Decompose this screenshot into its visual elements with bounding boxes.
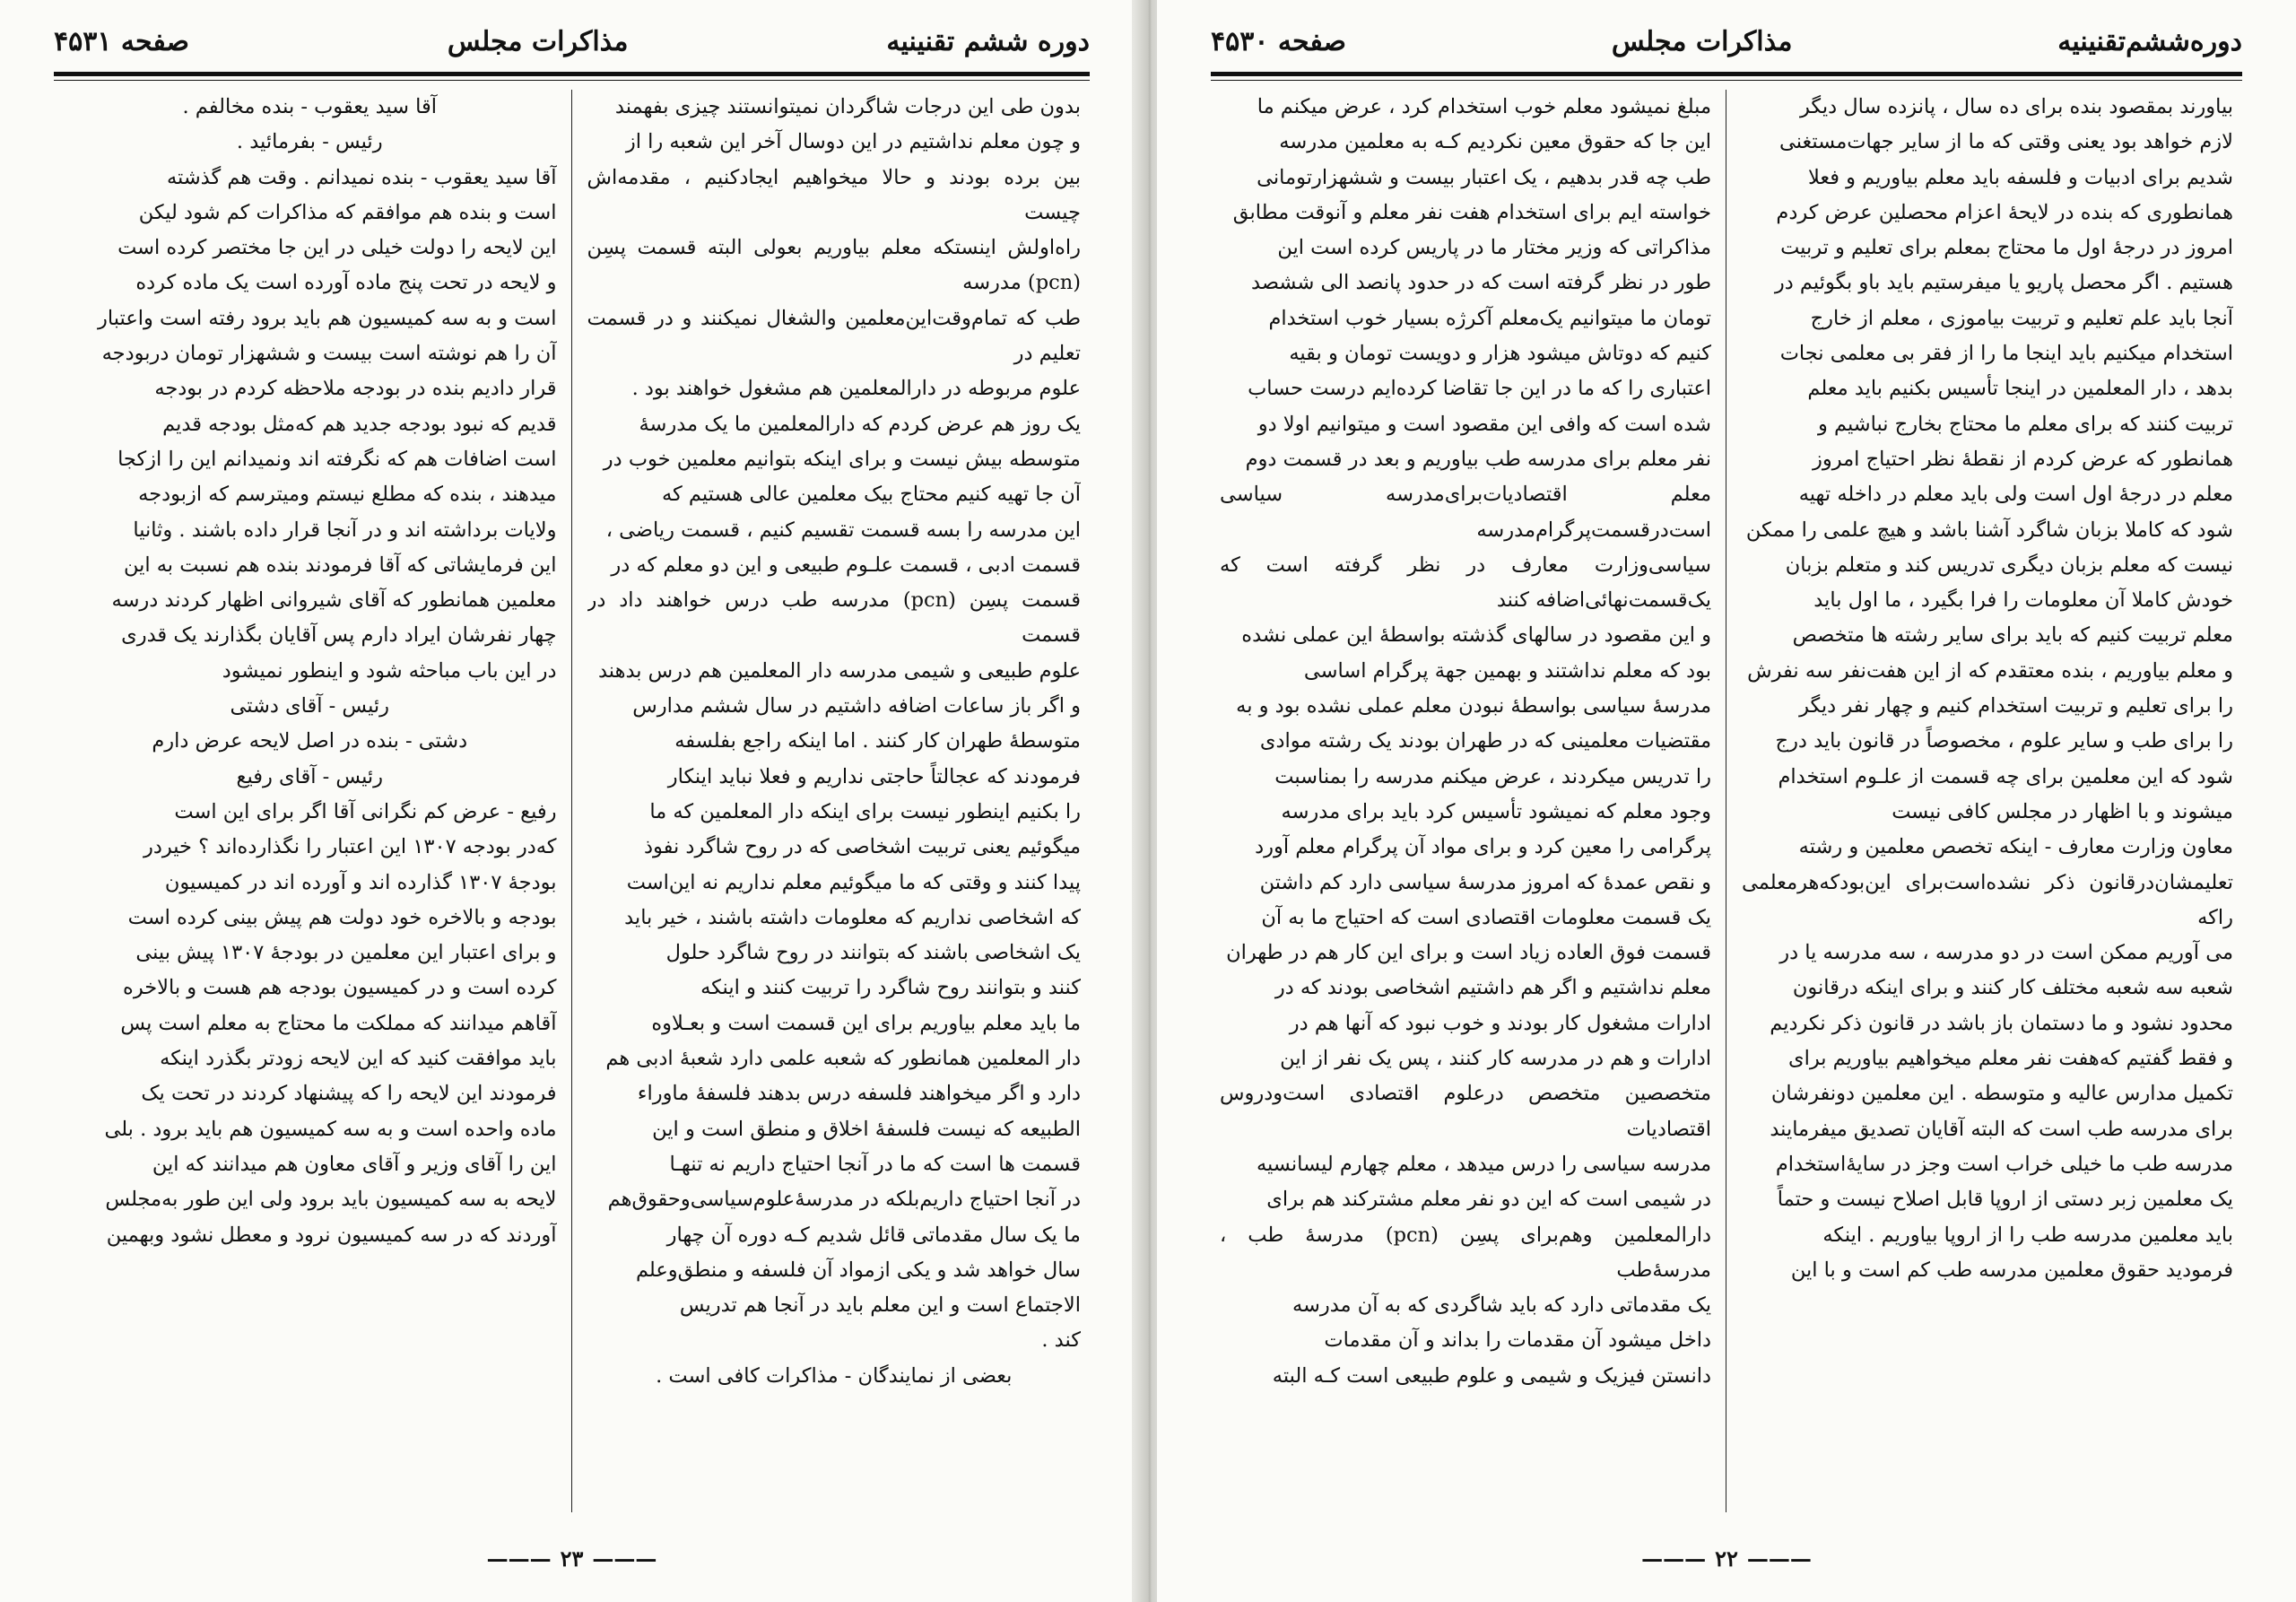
text-line: یک اشخاصی باشند که بتوانند در روح شاگرد حلول — [665, 941, 1081, 965]
text-line: و معلم بیاوریم ، بنده معتقدم که از این هفت‌نفر سه نفرش — [1747, 658, 2233, 683]
text-line: میگوئیم یعنی تربیت اشخاصی که در روح شاگرد نفوذ — [643, 835, 1081, 859]
text-line: بعضی از نمایندگان - مذاکرات کافی است . — [656, 1363, 1013, 1388]
right-page-col-left — [1220, 90, 1711, 1521]
text-line: پرگرامی را معین کرد و برای مواد آن پرگرام معلم آورد — [1255, 835, 1711, 859]
text-line: و این مقصود در سالهای گذشته بواسطهٔ این عملی نشده — [1241, 623, 1711, 648]
left-page — [0, 0, 1144, 1602]
text-line: مقتضیات معلمینی که در طهران بودند یک رشته موادی — [1259, 729, 1711, 753]
text-line: را برای طب و سایر علوم ، مخصوصاً در قانون باید درج — [1775, 729, 2233, 753]
text-line: را بکنیم اینطور نیست برای اینکه دار المعلمین که ما — [649, 799, 1081, 823]
text-line: تعلیمشان‌درقانون ذکر نشده‌است‌برای این‌بود‌که‌هر‌معلمی را‌که — [1742, 870, 2233, 929]
text-line: برای مدرسه طب است که البته آقایان تصدیق میفرمایند — [1770, 1117, 2233, 1141]
text-line: کنند و بتوانند روح شاگرد را تربیت کنند و اینکه — [700, 976, 1081, 1000]
text-line: معلم اقتصادیات‌برای‌مدرسه سیاسی است‌در‌قسمت‌پر‌گرام‌مدرسه — [1220, 483, 1711, 542]
text-line: و چون معلم نداشتیم در این دوسال آخر این شعبه را از — [625, 130, 1081, 154]
text-line: چهار نفرشان ایراد دارم پس آقایان بگذارند یک قدری — [121, 623, 557, 648]
text-line: داخل میشود آن مقدمات را بداند و آن مقدمات — [1324, 1328, 1711, 1353]
text-line: ما یک سال مقدماتی قائل شدیم کـه دوره آن چهار — [666, 1223, 1081, 1247]
text-line: دانستن فیزیک و شیمی و علوم طبیعی است کـه البته — [1272, 1363, 1711, 1388]
text-line: قسمت فوق العاده زیاد است و برای این کار هم در طهران — [1226, 941, 1711, 965]
text-line: قدیم که نبود بودجه جدید هم که‌مثل بودجه قدیم — [162, 412, 557, 436]
text-line: یک مقدماتی دارد که باید شاگردی که به آن مدرسه — [1292, 1293, 1711, 1318]
text-line: وجود معلم که نمیشود تأسیس کرد باید برای مدرسه — [1281, 799, 1711, 823]
text-line: این فرمایشاتی که آقا فرمودند بنده هم نسبت به این — [123, 553, 557, 577]
text-line: باید معلمین مدرسه طب را از اروپا بیاوریم . اینکه — [1822, 1223, 2233, 1247]
text-line: ما باید معلم بیاوریم برای این قسمت است و بعـلاوه — [651, 1011, 1081, 1035]
text-line: تکمیل مدارس عالیه و متوسطه . این معلمین دونفرشان — [1770, 1082, 2233, 1106]
text-line: استخدام میکنیم باید اینجا ما را از فقر بی معلمی نجات — [1779, 342, 2233, 366]
text-line: متوسطه بیش نیست و برای اینکه بتوانیم معلمین خوب در — [603, 447, 1081, 471]
text-line: تومان ما میتوانیم یک‌معلم آکرژه بسیار خوب استخدام — [1268, 306, 1711, 330]
text-line: مبلغ نمیشود معلم خوب استخدام کرد ، عرض میکنم ما — [1257, 95, 1711, 118]
text-line: قسمت ادبی ، قسمت علـوم طبیعی و این دو معلم که در — [611, 553, 1081, 577]
text-line: معلمین همانطور که آقای شیروانی اظهار کردند درسه — [111, 588, 557, 613]
text-line: بدون طی این درجات شاگردان نمیتوانستند چیزی بفهمند — [614, 95, 1081, 118]
text-line: که اشخاصی نداریم که معلومات داشته باشند ، خیر باید — [624, 905, 1081, 929]
text-line: شود که کاملا بزبان شاگرد آشنا باشد و هیچ علمی را ممکن — [1745, 518, 2233, 542]
text-line: آن را هم نوشته است بیست و ششهزار تومان دربودجه — [101, 342, 557, 366]
text-line: محدود نشود و ما دستمان باز باشد در قانون ذکر نکردیم — [1770, 1011, 2233, 1035]
text-line: مدرسه طب ما خیلی خراب است وجز در سایهٔ‌استخدام — [1775, 1152, 2233, 1176]
text-line: می آوریم ممکن است در دو مدرسه ، سه مدرسه یا در — [1779, 941, 2233, 965]
text-line: سیاسی‌وزارت معارف در نظر گرفته است که یک‌قسمت‌نهائی‌اضافه کنند — [1220, 553, 1711, 613]
left-header-rule — [54, 72, 1090, 76]
text-line: بودجهٔ ۱۳۰۷ گذارده اند و آورده اند در کمیسیون — [164, 870, 557, 894]
text-line: قسمت پسِن (pcn) مدرسه طب درس خواهند داد در قسمت — [587, 588, 1081, 648]
text-line: و لایحه در تحت پنج ماده آورده است یک ماده کرده — [135, 271, 557, 295]
right-page-columns — [1220, 90, 2233, 1521]
text-line: را تدریس میکردند ، عرض میکنم مدرسه را بمناسبت — [1274, 764, 1711, 788]
text-line: معاون وزارت معارف - اینکه تخصص معلمین و رشته — [1798, 835, 2233, 859]
text-line: ادارات و هم در مدرسه کار کنند ، پس یک نفر از این — [1280, 1047, 1711, 1071]
text-line: ماده واحده است و به سه کمیسیون هم باید برود . بلی — [104, 1117, 557, 1141]
left-header-volume: دوره ششم تقنینیه — [886, 25, 1090, 57]
right-header-title: مذاکرات مجلس — [1611, 25, 1793, 57]
text-line: لازم خواهد بود یعنی وقتی که ما از سایر جهات‌مستغنی — [1779, 130, 2233, 154]
text-line: آقا سید یعقوب - بنده نمیدانم . وقت هم گذشته — [166, 165, 557, 189]
right-page-number: ——— ۲۲ ——— — [1157, 1545, 2296, 1572]
text-line: طب چه قدر بدهیم ، یک اعتبار بیست و ششهزارتومانی — [1257, 165, 1711, 189]
text-line: شعبه سه شعبه مختلف کار کنند و برای اینکه درقانون — [1792, 976, 2233, 1000]
text-line: دشتی - بنده در اصل لایحه عرض دارم — [152, 729, 468, 753]
text-line: میشوند و با اظهار در مجلس کافی نیست — [1892, 799, 2233, 823]
right-page-col-right — [1742, 90, 2233, 1521]
text-line: کنیم که دوتاش میشود هزار و دویست تومان و بقیه — [1289, 342, 1711, 366]
text-line: قرار دادیم بنده در بودجه ملاحظه کردم در بودجه — [154, 377, 557, 401]
text-line: ولایات برداشته اند و در آنجا قرار داده باشند . وثانیا — [133, 518, 557, 542]
text-line: آقا سید یعقوب - بنده مخالفم . — [182, 95, 438, 118]
text-line: طب که تمام‌وقت‌این‌معلمین والشغال نمیکنند و در قسمت تعلیم در — [587, 306, 1081, 366]
text-line: بیاورند بمقصود بنده برای ده سال ، پانزده سال دیگر — [1800, 95, 2233, 118]
text-line: را برای تعلیم و تربیت استخدام کنیم و چهار نفر دیگر — [1799, 694, 2233, 718]
text-line: و نقص عمدهٔ که امروز مدرسهٔ سیاسی دارد کم داشتن — [1259, 870, 1711, 894]
text-line: معلم تربیت کنیم که باید برای سایر رشته ها متخصص — [1792, 623, 2233, 648]
text-line: الاجتماع است و این معلم باید در آنجا هم تدریس — [679, 1293, 1081, 1318]
text-line: رئیس - بفرمائید . — [236, 130, 383, 154]
text-line: آنجا باید علم تعلیم و تربیت بیاموزی ، معلم از خارج — [1810, 306, 2233, 330]
text-line: شدیم برای ادبیات و فلسفه باید معلم بیاوریم و فعلا — [1807, 165, 2233, 189]
text-line: رفیع - عرض کم نگرانی آقا اگر برای این است — [174, 799, 557, 823]
text-line: شده است که وافی این مقصود است و میتوانیم اولا دو — [1257, 412, 1711, 436]
text-line: بین برده بودند و حالا میخواهیم ایجادکنیم ، مقدمه‌اش چیست — [587, 165, 1081, 224]
left-page-col-left — [63, 90, 557, 1521]
text-line: این را آقای وزیر و آقای معاون هم میدانند که این — [152, 1152, 557, 1176]
text-line: یک معلمین زبر دستی از اروپا قابل اصلاح نیست و حتماً — [1777, 1188, 2233, 1212]
text-line: نفر معلم برای مدرسه طب بیاوریم و بعد در قسمت دوم — [1245, 447, 1711, 471]
text-line: در شیمی است که این دو نفر معلم مشترکند هم برای — [1266, 1188, 1711, 1212]
text-line: معلم نداشتیم و اگر هم داشتیم اشخاصی بودند که در — [1274, 976, 1711, 1000]
text-line: ادارات مشغول کار بودند و خوب نبود که آنها هم در — [1289, 1011, 1711, 1035]
text-line: مدرسهٔ سیاسی بواسطهٔ نبودن معلم عملی نشده بود و به — [1236, 694, 1711, 718]
text-line: هستیم . اگر محصل پاریو یا میفرستیم باید باو بگوئیم در — [1774, 271, 2233, 295]
text-line: است و به سه کمیسیون هم باید برود رفته است واعتبار — [98, 306, 557, 330]
text-line: لایحه به سه کمیسیون باید برود ولی این طور به‌مجلس — [105, 1188, 557, 1212]
text-line: معلم در درجهٔ اول است ولی باید معلم در داخله تهیه — [1798, 483, 2233, 507]
text-line: مدرسه سیاسی را درس میدهد ، معلم چهارم لیسانسیه — [1256, 1152, 1711, 1176]
text-line: رئیس - آقای دشتی — [230, 694, 390, 718]
text-line: متخصصین متخصص درعلوم اقتصادی است‌ودروس اقتصادیات — [1220, 1082, 1711, 1141]
right-header-volume: دوره‌ششم‌تقنینیه — [2057, 25, 2242, 57]
text-line: آن جا تهیه کنیم محتاج بیک معلمین عالی هستیم که — [661, 483, 1081, 507]
text-line: میدهند ، بنده که مطلع نیستم ومیترسم که ازبودجه — [138, 483, 557, 507]
text-line: مذاکراتی که وزیر مختار ما در پاریس کرده است این — [1277, 236, 1711, 260]
right-header-page: صفحه ۴۵۳۰ — [1211, 25, 1346, 57]
left-page-columns — [63, 90, 1081, 1521]
text-line: فرمودند این لایحه را که پیشنهاد کردند در تحت یک — [141, 1082, 557, 1106]
left-header-title: مذاکرات مجلس — [447, 25, 629, 57]
text-line: باید موافقت کنید که این لایحه زودتر بگذرد اینکه — [160, 1047, 557, 1071]
text-line: دارالمعلمین وهم‌برای پسِن (pcn) مدرسهٔ طب ، مدرسهٔ‌طب — [1220, 1223, 1711, 1282]
text-line: است و بنده هم موافقم که مذاکرات کم شود لیکن — [138, 200, 557, 224]
text-line: و برای اعتبار این معلمین در بودجهٔ ۱۳۰۷ پیش بینی — [135, 941, 557, 965]
text-line: این لایحه را دولت خیلی در این جا مختصر کرده است — [117, 236, 557, 260]
text-line: این مدرسه را بسه قسمت تقسیم کنیم ، قسمت ریاضی ، — [605, 518, 1081, 542]
text-line: طور در نظر گرفته است که در حدود پانصد الی ششصد — [1251, 271, 1711, 295]
text-line: یک روز هم عرض کردم که دارالمعلمین ما یک مدرسهٔ — [639, 412, 1081, 436]
right-header-rule-thin — [1211, 80, 2242, 81]
text-line: همانطوری که بنده در لایحهٔ اعزام محصلین عرض کردم — [1776, 200, 2233, 224]
text-line: شود که این معلمین برای چه قسمت از علـوم استخدام — [1778, 764, 2233, 788]
left-header-page: صفحه ۴۵۳۱ — [54, 25, 190, 57]
left-page-col-right — [587, 90, 1082, 1521]
text-line: یک قسمت معلومات اقتصادی است که احتیاج ما به آن — [1261, 905, 1711, 929]
text-line: است اضافات هم که نگرفته اند ونمیدانم این را ازکجا — [117, 447, 557, 471]
text-line: قسمت ها است که ما در آنجا احتیاج داریم نه تنهـا — [669, 1152, 1081, 1176]
text-line: متوسطهٔ طهران کار کنند . اما اینکه راجع بفلسفه — [674, 729, 1081, 753]
text-line: دارد و اگر میخواهند فلسفه درس بدهند فلسفهٔ ماوراء — [637, 1082, 1081, 1106]
text-line: پیدا کنند و وقتی که ما میگوئیم معلم نداریم نه این‌است — [626, 870, 1081, 894]
text-line: امروز در درجهٔ اول ما محتاج بمعلم برای تعلیم و تربیت — [1780, 236, 2233, 260]
text-line: بدهد ، دار المعلمین در اینجا تأسیس بکنیم باید معلم — [1807, 377, 2233, 401]
text-line: تربیت کنند که برای معلم ما محتاج بخارج نباشیم و — [1817, 412, 2233, 436]
text-line: بودجه و بالاخره خود دولت هم پیش بینی کرده است — [127, 905, 557, 929]
text-line: علوم مربوطه در دارالمعلمین هم مشغول خواهند بود . — [631, 377, 1081, 401]
text-line: کرده است و در کمیسیون بودجه هم هست و بالاخره — [123, 976, 557, 1000]
text-line: همانطور که عرض کردم از نقطهٔ نظر احتیاج امروز — [1812, 447, 2233, 471]
text-line: راه‌اولش اینستکه معلم بیاوریم بعولی البته قسمت پسِن (pcn) مدرسه — [587, 236, 1081, 295]
left-header-rule-thin — [54, 80, 1090, 81]
text-line: کند . — [1041, 1328, 1081, 1353]
text-line: بود که معلم نداشتند و بهمین جهة پرگرام اساسی — [1303, 658, 1711, 683]
right-page-header — [1211, 16, 2242, 66]
text-line: خودش کاملا آن معلومات را فرا بگیرد ، ما اول باید — [1813, 588, 2233, 613]
text-line: که‌در بودجه ۱۳۰۷ این اعتبار را نگذارده‌اند ؟ خیر‌در — [143, 835, 557, 859]
text-line: نیست که معلم بزبان دیگری تدریس کند و متعلم بزبان — [1785, 553, 2233, 577]
left-page-header — [54, 16, 1090, 66]
text-line: اعتباری را که ما در این جا تقاضا کرده‌ایم درست حساب — [1248, 377, 1711, 401]
text-line: آوردند که در سه کمیسیون نرود و معطل نشود وبهمین — [106, 1223, 557, 1247]
text-line: این جا که حقوق معین نکردیم کـه به معلمین مدرسه — [1279, 130, 1711, 154]
text-line: رئیس - آقای رفیع — [236, 764, 384, 788]
text-line: سال خواهد شد و یکی ازمواد آن فلسفه و منطق‌وعلم — [635, 1258, 1081, 1282]
text-line: خواسته ایم برای استخدام هفت نفر معلم و آنوقت مطابق — [1232, 200, 1711, 224]
text-line: و اگر باز ساعات اضافه داشتیم در سال ششم مدارس — [632, 694, 1081, 718]
text-line: الطبیعه که نیست فلسفهٔ اخلاق و منطق است و این — [652, 1117, 1081, 1141]
text-line: در این باب مباحثه شود و اینطور نمیشود — [222, 658, 557, 683]
text-line: فرمودید حقوق معلمین مدرسه طب کم است و با این — [1790, 1258, 2233, 1282]
right-page — [1157, 0, 2296, 1602]
text-line: آقاهم میدانند که مملکت ما محتاج به معلم است پس — [120, 1011, 557, 1035]
left-page-number: ——— ۲۳ ——— — [0, 1545, 1144, 1572]
right-header-rule — [1211, 72, 2242, 76]
text-line: دار المعلمین همانطور که شعبه علمی دارد شعبهٔ ادبی هم — [605, 1047, 1081, 1071]
text-line: علوم طبیعی و شیمی مدرسه دار المعلمین هم درس بدهند — [597, 658, 1081, 683]
text-line: و فقط گفتیم که‌هفت نفر معلم میخواهیم بیاوریم برای — [1787, 1047, 2233, 1071]
text-line: فرمودند که عجالتاً حاجتی نداریم و فعلا نباید اینکار — [667, 764, 1081, 788]
text-line: در آنجا احتیاج داریم‌بلکه در مدرسهٔ‌علوم‌سیاسی‌وحقوق‌هم — [607, 1188, 1081, 1212]
